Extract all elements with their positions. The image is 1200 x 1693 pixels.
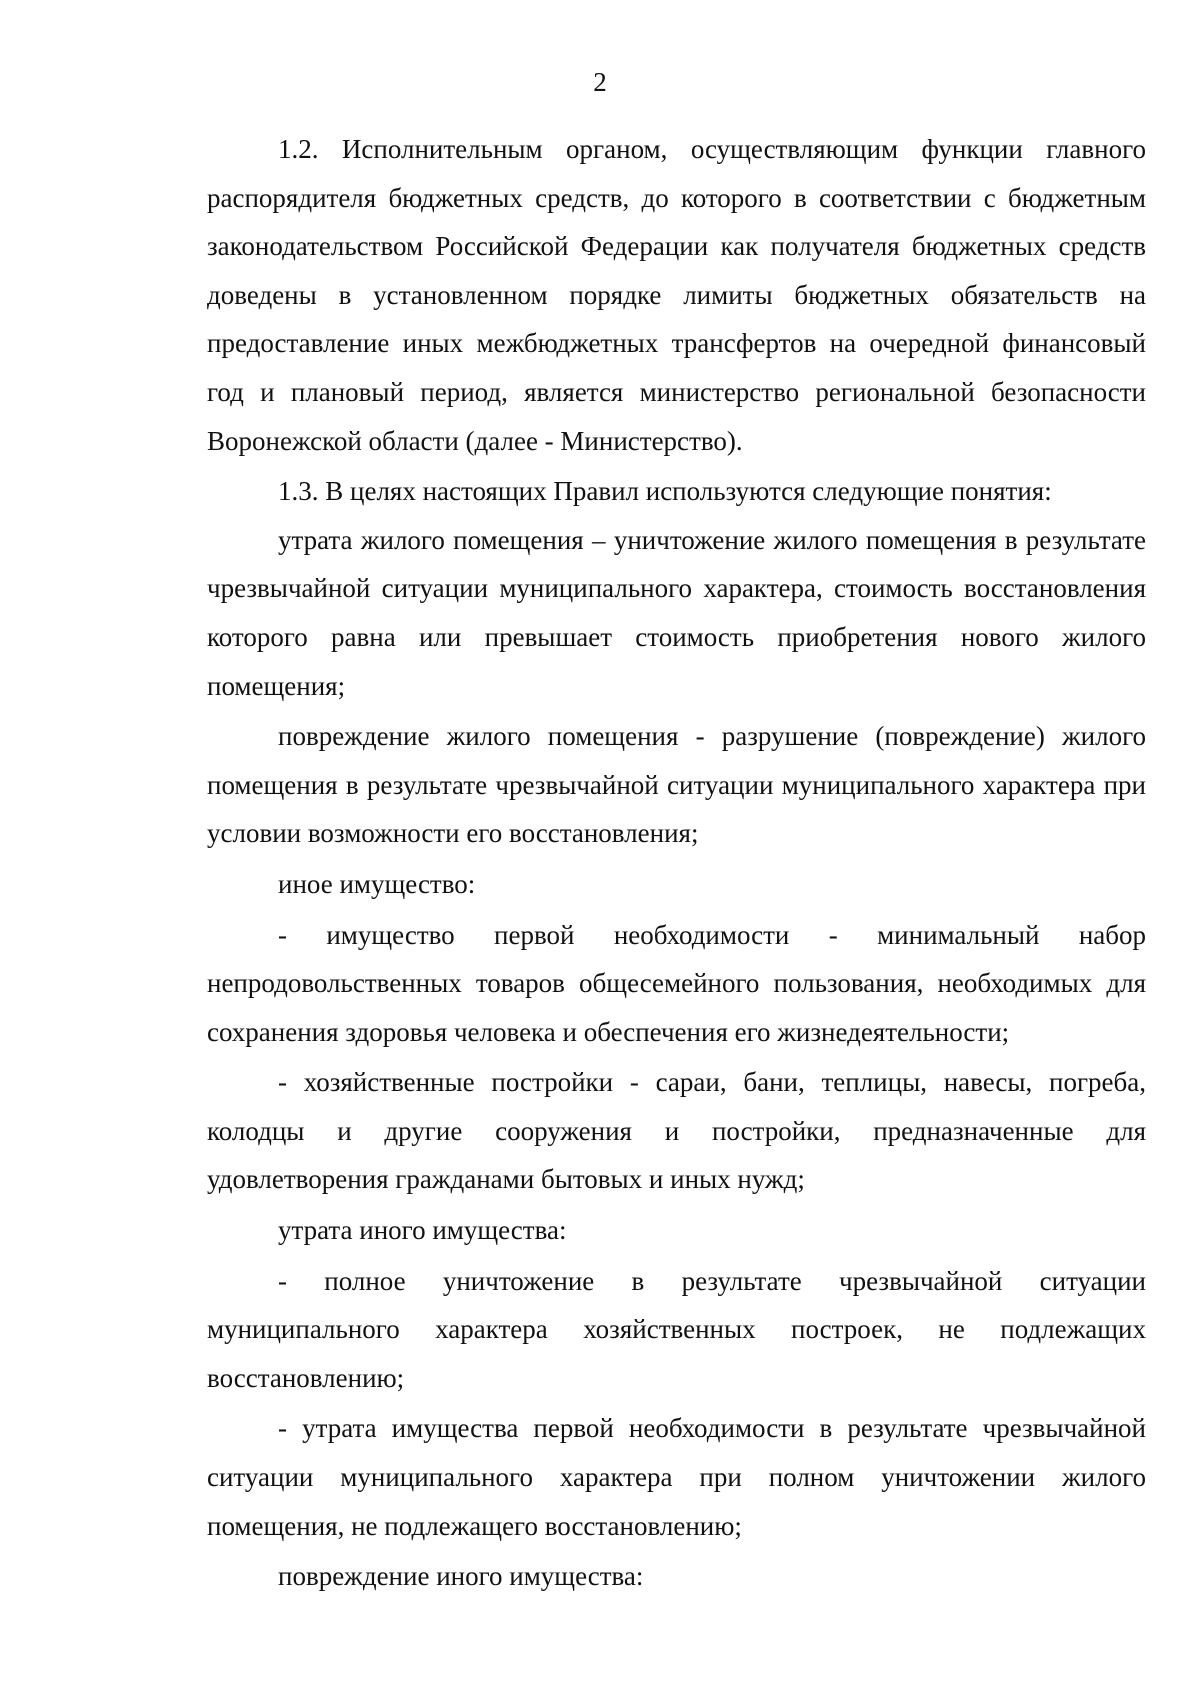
definition-other-property-loss-heading: утрата иного имущества: — [278, 1215, 567, 1246]
definition-essential-property-loss: - утрата имущества первой необходимости в результате чрезвычайной ситуации муниципального характера при полном уничтожении жилого помещения, не подлежащего восстановлению; — [207, 1413, 1146, 1541]
definition-other-property-damage-heading: повреждение иного имущества: — [278, 1561, 644, 1592]
paragraph-1-2: 1.2. Исполнительным органом, осуществляющим функции главного распорядителя бюджетных средств, до которого в соответствии с бюджетным законодательством Российской Федерации как получателя бюджетных средств доведены в установленном порядке лимиты бюджетных обязательств на предоставление иных межбюджетных трансфертов на очередной финансовый год и плановый период, является министерство региональной безопасности Воронежской области (далее - Министерство). — [207, 134, 1146, 456]
page-number: 2 — [593, 67, 607, 97]
paragraph-1-3: 1.3. В целях настоящих Правил используются следующие понятия: — [278, 476, 1052, 507]
definition-housing-damage: повреждение жилого помещения - разрушение (повреждение) жилого помещения в результате чрезвычайной ситуации муниципального характера при условии возможности его восстановления; — [207, 721, 1146, 849]
definition-outbuildings: - хозяйственные постройки - сараи, бани, теплицы, навесы, погреба, колодцы и другие сооружения и постройки, предназначенные для удовлетворения гражданами бытовых и иных нужд; — [207, 1067, 1146, 1195]
definition-outbuildings-destruction: - полное уничтожение в результате чрезвычайной ситуации муниципального характера хозяйственных построек, не подлежащих восстановлению; — [207, 1265, 1146, 1393]
definition-other-property-heading: иное имущество: — [278, 868, 476, 899]
definition-essential-property: - имущество первой необходимости - минимальный набор непродовольственных товаров общесемейного пользования, необходимых для сохранения здоровья человека и обеспечения его жизнедеятельности; — [207, 919, 1146, 1047]
definition-housing-loss: утрата жилого помещения – уничтожение жилого помещения в результате чрезвычайной ситуации муниципального характера, стоимость восстановления которого равна или превышает стоимость приобретения нового жилого помещения; — [207, 524, 1146, 701]
document-body — [207, 125, 1146, 1601]
